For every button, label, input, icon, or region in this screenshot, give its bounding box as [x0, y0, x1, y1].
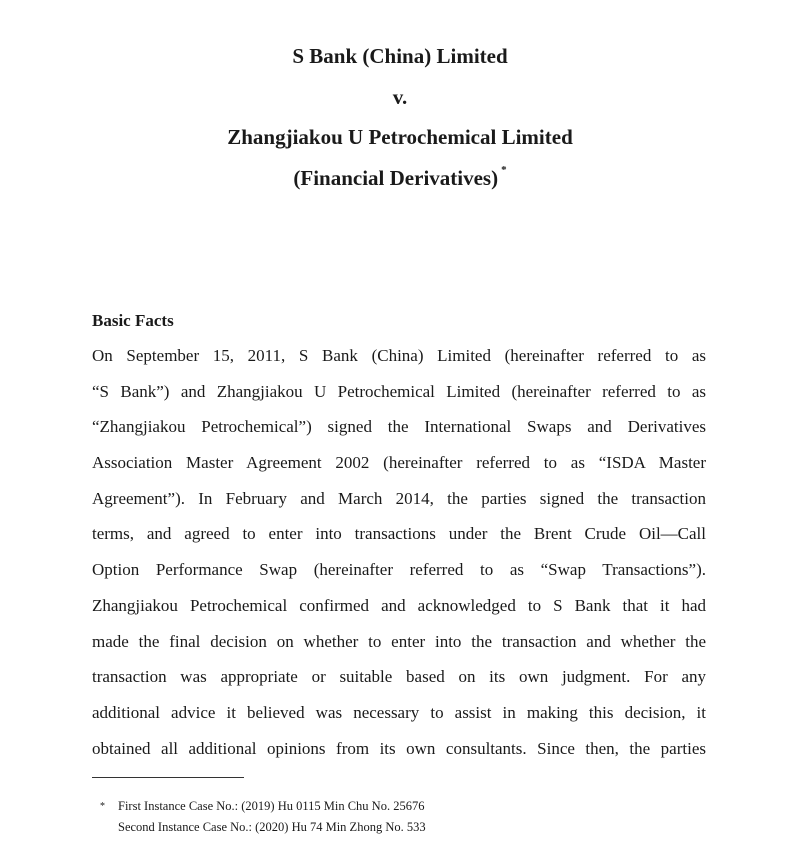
body-line: obtained all additional opinions from its own consultants. Since then, the parties [92, 738, 706, 758]
title-versus: v. [392, 84, 408, 109]
body-line: “S Bank”) and Zhangjiakou U Petrochemical Limited (hereinafter referred to as [92, 381, 706, 401]
title-plaintiff: S Bank (China) Limited [292, 44, 508, 68]
body-line: “Zhangjiakou Petrochemical”) signed the International Swaps and Derivatives [92, 417, 706, 437]
case-title [0, 36, 800, 198]
body-line: additional advice it believed was necessary to assist in making this decision, it [92, 702, 706, 722]
footnote-marker: * [100, 801, 105, 812]
title-case-type: (Financial Derivatives) * [293, 163, 507, 190]
footnote-text: Second Instance Case No.: (2020) Hu 74 Min Zhong No. 533 [118, 820, 426, 834]
body-line: Zhangjiakou Petrochemical confirmed and acknowledged to S Bank that it had [92, 595, 706, 615]
body-line: Option Performance Swap (hereinafter referred to as “Swap Transactions”). [92, 560, 706, 580]
title-footnote-marker[interactable]: * [501, 163, 507, 176]
body-line: made the final decision on whether to enter into the transaction and whether the [92, 631, 706, 651]
footnote-first-instance [100, 796, 426, 817]
body-line: Agreement”). In February and March 2014, the parties signed the transaction [92, 488, 706, 508]
body-line: Association Master Agreement 2002 (hereinafter referred to as “ISDA Master [92, 453, 706, 473]
body-line: transaction was appropriate or suitable based on its own judgment. For any [92, 667, 706, 687]
body-line: terms, and agreed to enter into transactions under the Brent Crude Oil—Call [92, 524, 706, 544]
footnote-text: First Instance Case No.: (2019) Hu 0115 Min Chu No. 25676 [118, 799, 425, 813]
title-defendant: Zhangjiakou U Petrochemical Limited [227, 125, 573, 149]
footnote-separator [92, 777, 244, 778]
footnote-second-instance [118, 817, 426, 838]
body-line: On September 15, 2011, S Bank (China) Limited (hereinafter referred to as [92, 346, 706, 365]
body-paragraph [92, 338, 706, 766]
section-heading: Basic Facts [92, 311, 174, 330]
footnotes [100, 796, 426, 838]
